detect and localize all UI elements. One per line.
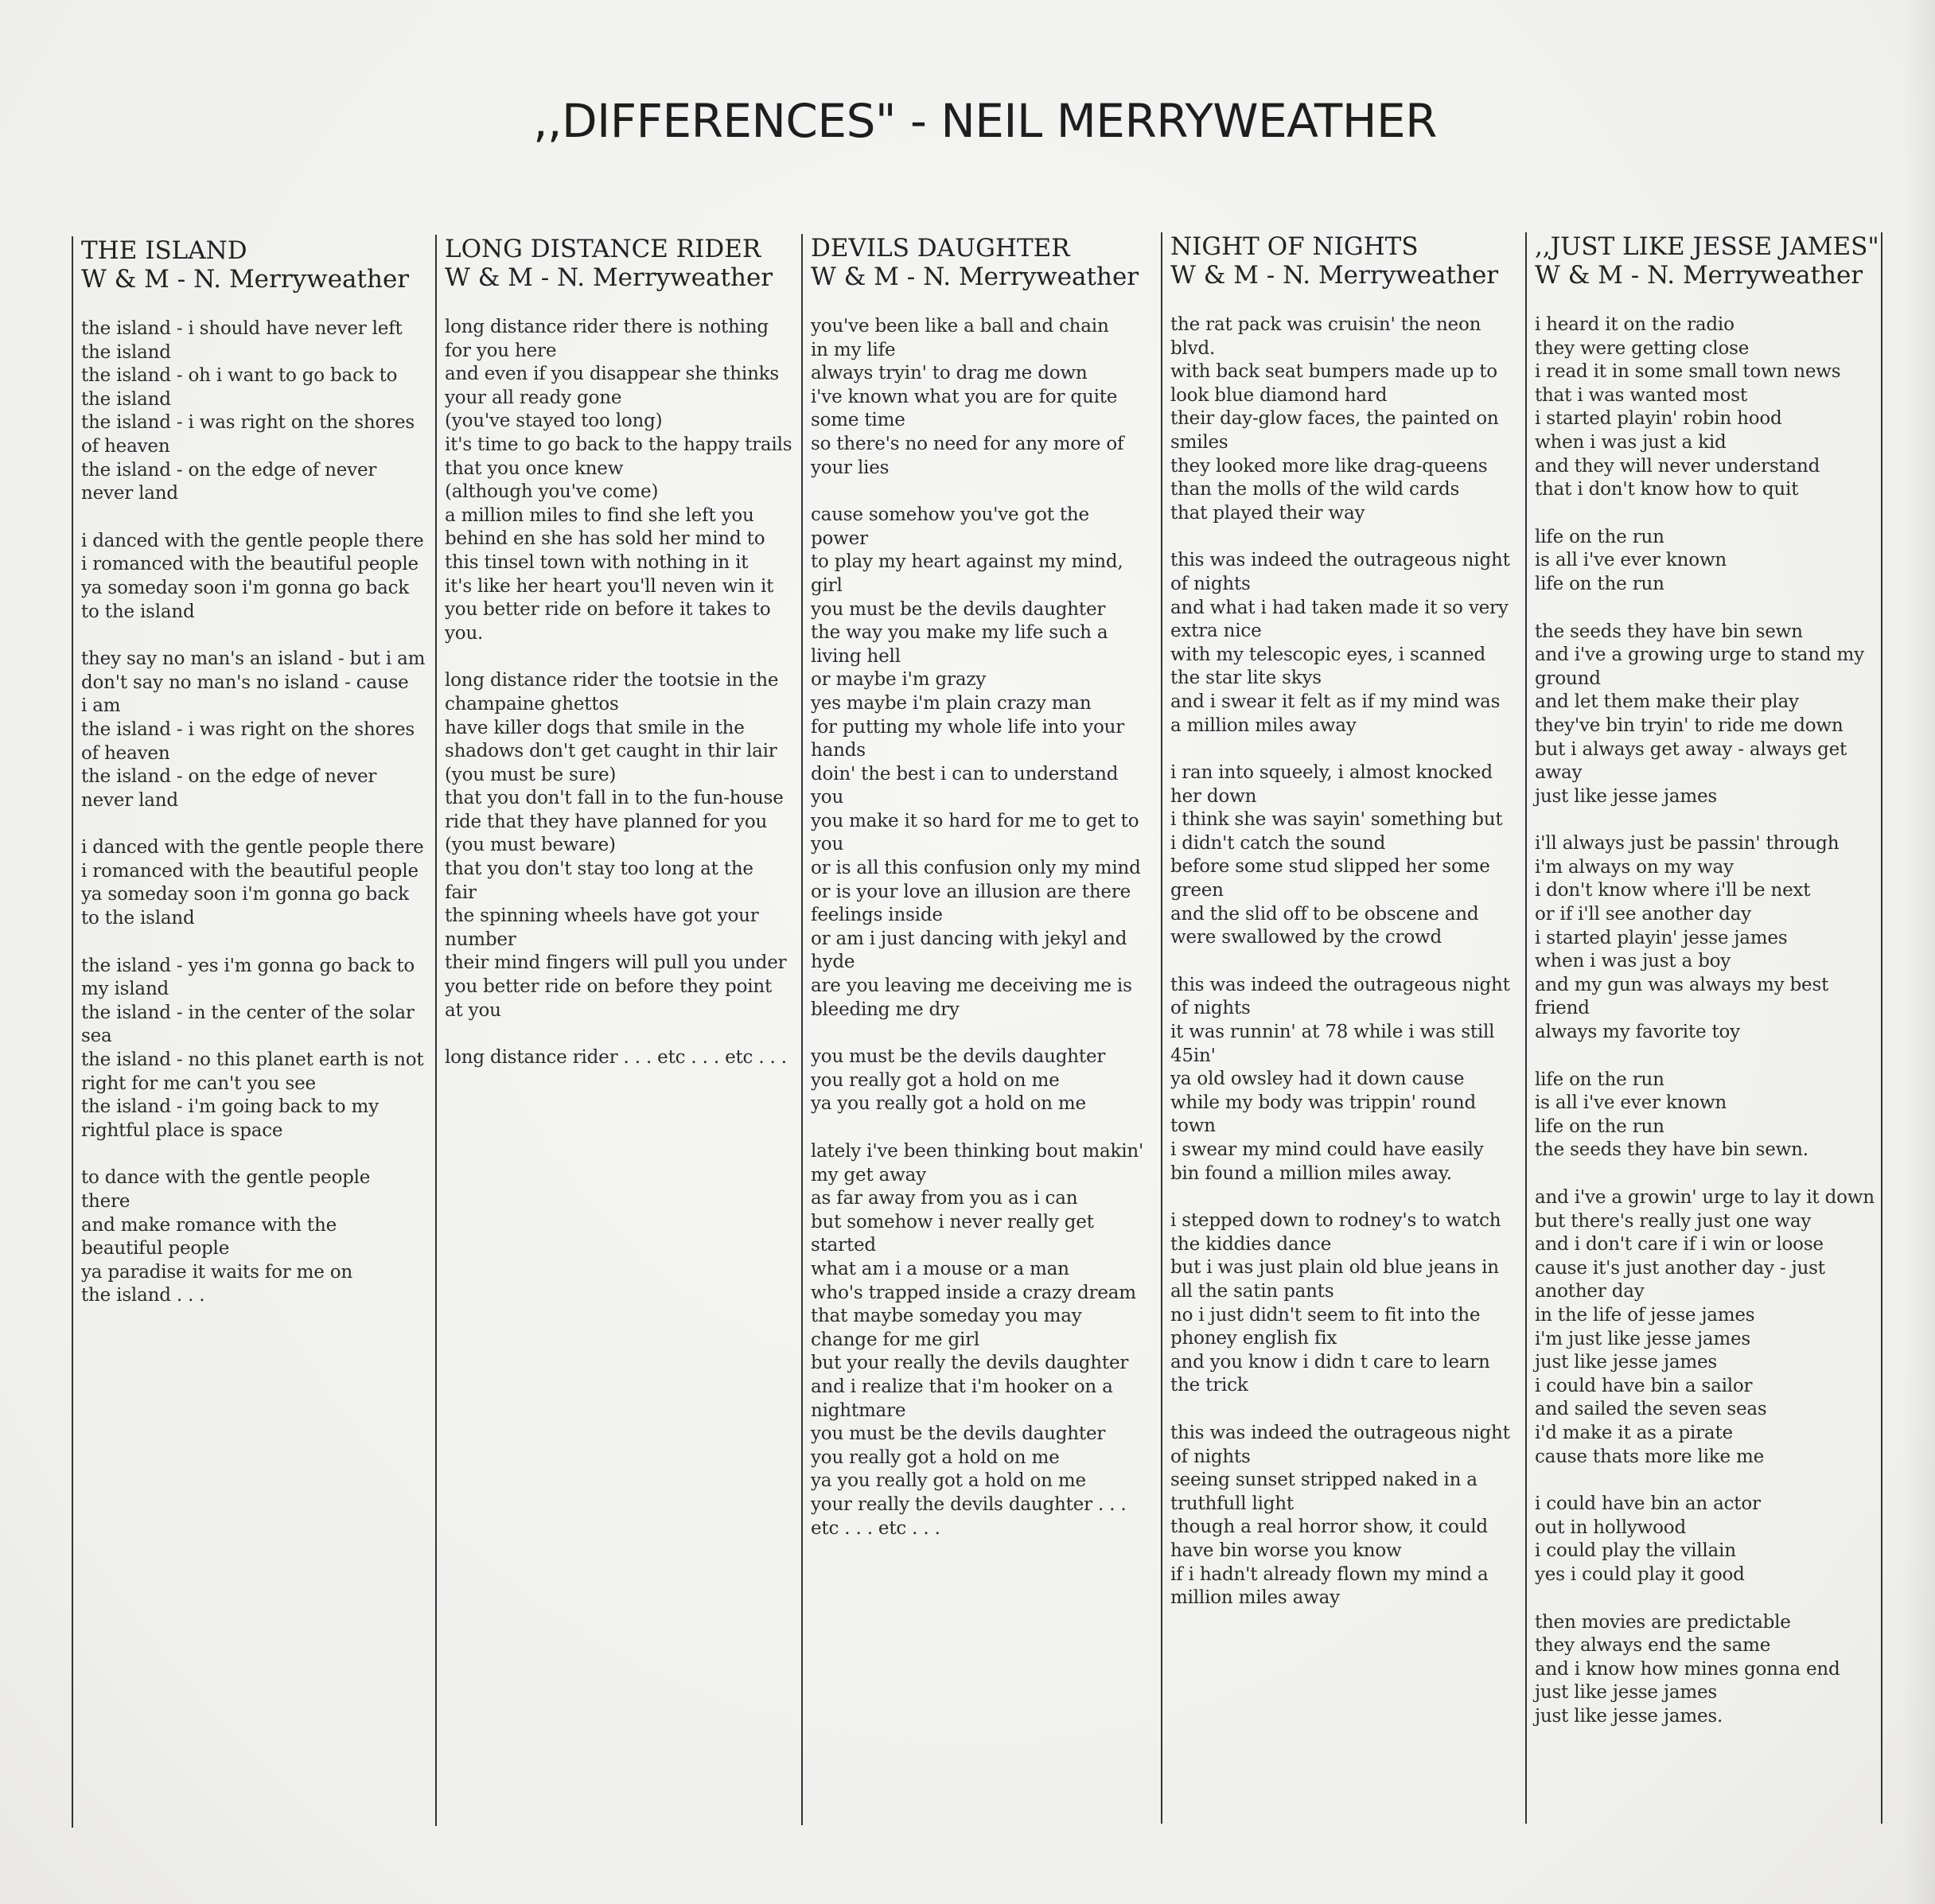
lyric-line: it's like her heart you'll neven win it: [445, 575, 774, 597]
lyric-line: in the life of jesse james: [1535, 1304, 1755, 1326]
lyric-stanza: [1535, 832, 1881, 1044]
lyric-line: or is all this confusion only my mind: [811, 858, 1141, 879]
lyric-line: the seeds they have bin sewn: [1535, 621, 1803, 642]
lyric-stanza: [81, 317, 438, 506]
lyric-line: the island - no this planet earth is not: [81, 1049, 424, 1071]
lyric-line: you must be the devils daughter: [811, 1423, 1106, 1445]
lyric-line: as far away from you as i can: [811, 1188, 1078, 1209]
lyric-line: this tinsel town with nothing in it: [445, 551, 749, 573]
lyric-line: to dance with the gentle people: [81, 1167, 371, 1189]
lyric-line: with back seat bumpers made up to: [1170, 361, 1497, 383]
lyric-line: (you must be sure): [445, 764, 617, 785]
lyric-stanza: [1535, 1186, 1881, 1469]
song-column-long-distance-rider: [435, 235, 797, 1826]
lyric-stanza: [811, 504, 1159, 1022]
lyric-line: my get away: [811, 1164, 926, 1186]
song-lyrics: [445, 316, 797, 1070]
song-title: ,,JUST LIKE JESSE JAMES": [1535, 232, 1879, 261]
lyric-line: you must be the devils daughter: [811, 1046, 1106, 1068]
lyric-line: that maybe someday you may: [811, 1306, 1082, 1327]
song-credit: W & M - N. Merryweather: [445, 263, 773, 292]
lyric-line: the seeds they have bin sewn.: [1535, 1139, 1808, 1161]
lyric-line: i read it in some small town news: [1535, 361, 1841, 383]
lyric-line: the island - on the edge of never: [81, 766, 377, 788]
lyric-line: hands: [811, 740, 866, 761]
lyric-line: you make it so hard for me to get to: [811, 810, 1139, 831]
lyric-line: then movies are predictable: [1535, 1611, 1791, 1633]
lyric-line: nightmare: [811, 1400, 906, 1421]
lyric-line: or am i just dancing with jekyl and: [811, 928, 1127, 949]
lyric-line: lately i've been thinking bout makin': [811, 1141, 1144, 1162]
lyric-line: i've known what you are for quite: [811, 386, 1118, 407]
lyric-line: rightful place is space: [81, 1119, 283, 1141]
lyric-line: that you don't fall in to the fun-house: [445, 788, 784, 809]
lyric-line: green: [1170, 880, 1224, 901]
lyric-line: power: [811, 528, 868, 549]
lyric-stanza: [81, 955, 438, 1143]
lyric-line: the island - i'm going back to my: [81, 1096, 379, 1118]
lyric-line: and i swear it felt as if my mind was: [1170, 691, 1501, 712]
lyric-line: phoney english fix: [1170, 1328, 1337, 1349]
lyric-stanza: [1535, 621, 1881, 809]
song-column-the-island: [72, 236, 438, 1828]
lyric-line: the kiddies dance: [1170, 1233, 1332, 1255]
lyric-line: the spinning wheels have got your: [445, 905, 759, 927]
lyric-line: and i've a growin' urge to lay it down: [1535, 1187, 1875, 1208]
lyric-line: than the molls of the wild cards: [1170, 479, 1460, 500]
lyric-line: the island - i was right on the shores: [81, 412, 415, 434]
lyric-line: friend: [1535, 998, 1590, 1019]
lyric-line: this was indeed the outrageous night: [1170, 1422, 1510, 1443]
song-title: LONG DISTANCE RIDER: [445, 235, 761, 263]
lyric-line: and let them make their play: [1535, 691, 1799, 713]
lyric-line: the island - i was right on the shores: [81, 718, 415, 740]
song-lyrics: [1170, 313, 1527, 1610]
song-column-just-like-jesse-james: [1525, 232, 1881, 1824]
lyric-stanza: [1170, 974, 1527, 1186]
lyric-line: right for me can't you see: [81, 1073, 316, 1094]
lyric-line: or maybe i'm grazy: [811, 669, 987, 691]
lyric-line: or is your love an illusion are there: [811, 881, 1131, 902]
lyric-line: i am: [81, 695, 121, 717]
lyric-line: your lies: [811, 457, 890, 478]
lyric-line: and what i had taken made it so very: [1170, 597, 1509, 618]
album-title: ,,DIFFERENCES" - NEIL MERRYWEATHER: [533, 94, 1437, 148]
lyric-line: but there's really just one way: [1535, 1210, 1812, 1232]
lyric-line: always my favorite toy: [1535, 1022, 1740, 1043]
lyric-line: seeing sunset stripped naked in a: [1170, 1470, 1478, 1491]
song-column-night-of-nights: [1161, 232, 1527, 1824]
lyric-line: to play my heart against my mind,: [811, 551, 1123, 573]
lyric-line: cause it's just another day - just: [1535, 1257, 1825, 1279]
lyric-line: for you here: [445, 340, 557, 361]
song-lyrics: [81, 317, 438, 1308]
lyric-line: to the island: [81, 908, 195, 929]
lyric-line: long distance rider there is nothing: [445, 317, 769, 337]
song-title: DEVILS DAUGHTER: [811, 234, 1070, 263]
lyric-line: i ran into squeely, i almost knocked: [1170, 762, 1493, 784]
lyric-line: they always end the same: [1535, 1635, 1771, 1657]
lyric-line: (although you've come): [445, 481, 659, 503]
lyric-line: or if i'll see another day: [1535, 904, 1751, 925]
lyric-line: but somehow i never really get: [811, 1211, 1094, 1232]
lyric-line: the island: [81, 341, 171, 363]
lyric-line: doin' the best i can to understand: [811, 763, 1119, 785]
lyric-line: if i hadn't already flown my mind a: [1170, 1563, 1489, 1585]
lyric-line: number: [445, 929, 516, 950]
lyric-line: while my body was trippin' round: [1170, 1092, 1476, 1113]
lyric-line: and they will never understand: [1535, 455, 1820, 477]
lyric-line: in my life: [811, 339, 896, 360]
lyric-line: the island: [81, 388, 171, 410]
lyric-line: i romanced with the beautiful people: [81, 554, 419, 575]
lyric-line: just like jesse james: [1535, 785, 1718, 807]
song-title: THE ISLAND: [81, 236, 247, 265]
lyric-line: and my gun was always my best: [1535, 974, 1829, 995]
lyric-line: just like jesse james.: [1535, 1705, 1723, 1727]
lyric-line: at you: [445, 999, 501, 1021]
lyric-line: out in hollywood: [1535, 1517, 1686, 1538]
lyric-line: your all ready gone: [445, 387, 622, 408]
lyric-stanza: [811, 1140, 1159, 1540]
lyric-line: that you don't stay too long at the: [445, 859, 753, 880]
lyric-stanza: [445, 316, 797, 645]
lyric-line: so there's no need for any more of: [811, 433, 1124, 454]
lyric-line: is all i've ever known: [1535, 1092, 1727, 1114]
lyric-line: you must be the devils daughter: [811, 598, 1106, 620]
lyric-line: they say no man's an island - but i am: [81, 648, 426, 670]
lyric-stanza: [445, 1046, 797, 1070]
lyric-line: beautiful people: [81, 1238, 230, 1260]
lyric-line: long distance rider . . . etc . . . etc . . .: [445, 1047, 787, 1069]
lyric-line: i don't know where i'll be next: [1535, 880, 1811, 901]
lyric-line: though a real horror show, it could: [1170, 1517, 1488, 1538]
lyric-line: feelings inside: [811, 905, 943, 926]
song-column-devils-daughter: [801, 234, 1159, 1825]
lyric-line: town: [1170, 1116, 1216, 1137]
lyric-line: that i was wanted most: [1535, 384, 1747, 406]
lyric-line: living hell: [811, 645, 901, 667]
lyric-line: what am i a mouse or a man: [811, 1258, 1069, 1279]
lyric-line: the island . . .: [81, 1285, 205, 1306]
lyric-line: etc . . . etc . . .: [811, 1517, 940, 1539]
lyric-line: ya old owsley had it down cause: [1170, 1069, 1465, 1090]
lyric-line: and i know how mines gonna end: [1535, 1658, 1840, 1680]
lyric-line: i danced with the gentle people there: [81, 837, 424, 859]
lyric-stanza: [1535, 1069, 1881, 1162]
lyric-line: i'll always just be passin' through: [1535, 833, 1840, 855]
song-credit: W & M - N. Merryweather: [811, 263, 1139, 291]
lyric-line: their day-glow faces, the painted on: [1170, 408, 1499, 430]
lyric-line: but your really the devils daughter: [811, 1353, 1129, 1374]
lyric-line: blvd.: [1170, 337, 1216, 359]
lyric-line: always tryin' to drag me down: [811, 363, 1088, 384]
lyric-line: life on the run: [1535, 1116, 1664, 1137]
lyric-line: don't say no man's no island - cause: [81, 672, 409, 693]
lyric-line: ya you really got a hold on me: [811, 1470, 1086, 1492]
lyric-line: they looked more like drag-queens: [1170, 455, 1488, 477]
lyric-line: i romanced with the beautiful people: [81, 860, 419, 882]
lyric-line: are you leaving me deceiving me is: [811, 975, 1132, 997]
lyric-line: ya paradise it waits for me on: [81, 1261, 353, 1283]
lyric-line: you really got a hold on me: [811, 1446, 1060, 1468]
lyric-line: i'm just like jesse james: [1535, 1328, 1751, 1349]
lyric-line: sea: [81, 1026, 112, 1047]
lyric-line: smiles: [1170, 431, 1228, 453]
lyric-line: when i was just a kid: [1535, 431, 1727, 453]
lyric-line: were swallowed by the crowd: [1170, 927, 1442, 948]
lyric-line: and the slid off to be obscene and: [1170, 903, 1479, 925]
paper-edge-shadow: [1903, 0, 1935, 1904]
lyric-line: life on the run: [1535, 573, 1664, 594]
lyric-line: and sailed the seven seas: [1535, 1399, 1767, 1420]
lyric-line: just like jesse james: [1535, 1352, 1718, 1373]
lyric-line: yes maybe i'm plain crazy man: [811, 692, 1092, 714]
lyric-line: the way you make my life such a: [811, 622, 1108, 644]
lyric-line: my island: [81, 979, 169, 1000]
lyric-line: that i don't know how to quit: [1535, 479, 1799, 500]
lyric-line: all the satin pants: [1170, 1280, 1334, 1302]
lyric-stanza: [1170, 1209, 1527, 1398]
lyric-line: hyde: [811, 952, 855, 973]
lyric-line: i danced with the gentle people there: [81, 530, 424, 551]
lyric-stanza: [811, 1045, 1159, 1116]
lyric-line: never land: [81, 483, 178, 504]
lyric-line: and you know i didn t care to learn: [1170, 1351, 1490, 1373]
lyric-line: life on the run: [1535, 526, 1664, 547]
lyric-line: extra nice: [1170, 621, 1262, 642]
lyric-line: you.: [445, 622, 484, 644]
song-lyrics: [1535, 313, 1881, 1728]
lyric-line: and i've a growing urge to stand my: [1535, 644, 1864, 666]
lyric-line: you: [811, 834, 844, 855]
lyric-line: million miles away: [1170, 1587, 1340, 1609]
lyric-line: ride that they have planned for you: [445, 811, 768, 832]
lyric-line: change for me girl: [811, 1329, 980, 1350]
song-credit: W & M - N. Merryweather: [81, 265, 410, 294]
lyric-line: i could play the villain: [1535, 1540, 1736, 1562]
lyric-line: ground: [1535, 668, 1601, 689]
lyric-line: you better ride on before they point: [445, 976, 773, 998]
lyric-line: when i was just a boy: [1535, 951, 1731, 972]
song-lyrics: [811, 315, 1159, 1540]
lyric-stanza: [1535, 313, 1881, 502]
lyric-line: and make romance with the: [81, 1214, 337, 1236]
lyric-line: look blue diamond hard: [1170, 384, 1388, 406]
lyric-line: bleeding me dry: [811, 999, 960, 1020]
lyric-line: is all i've ever known: [1535, 550, 1727, 571]
lyric-line: some time: [811, 410, 905, 431]
lyric-line: with my telescopic eyes, i scanned: [1170, 644, 1486, 665]
lyric-line: i stepped down to rodney's to watch: [1170, 1210, 1501, 1232]
lyric-line: life on the run: [1535, 1069, 1664, 1090]
lyric-line: the island - oh i want to go back to: [81, 365, 398, 387]
lyric-line: the island - on the edge of never: [81, 459, 377, 481]
lyric-line: you: [811, 787, 844, 808]
lyric-line: and even if you disappear she thinks: [445, 364, 780, 385]
lyric-line: the island - i should have never left: [81, 318, 403, 339]
lyric-stanza: [1535, 1493, 1881, 1587]
lyric-stanza: [81, 530, 438, 624]
lyric-line: but i was just plain old blue jeans in: [1170, 1257, 1499, 1279]
lyric-line: cause somehow you've got the: [811, 504, 1089, 526]
lyric-line: (you've stayed too long): [445, 411, 663, 432]
lyric-line: (you must beware): [445, 835, 616, 856]
song-credit: W & M - N. Merryweather: [1170, 261, 1499, 290]
lyric-line: the rat pack was cruisin' the neon: [1170, 314, 1481, 335]
lyric-line: their mind fingers will pull you under: [445, 952, 787, 974]
lyric-line: a million miles away: [1170, 714, 1357, 736]
lyric-line: the island - yes i'm gonna go back to: [81, 955, 415, 976]
lyric-line: i started playin' robin hood: [1535, 408, 1782, 430]
lyric-line: ya someday soon i'm gonna go back: [81, 577, 410, 598]
lyric-line: of heaven: [81, 435, 170, 457]
lyric-line: cause thats more like me: [1535, 1446, 1765, 1467]
lyric-line: behind en she has sold her mind to: [445, 528, 765, 550]
lyric-line: this was indeed the outrageous night: [1170, 974, 1510, 995]
lyric-line: bin found a million miles away.: [1170, 1162, 1452, 1184]
lyric-line: the trick: [1170, 1375, 1248, 1396]
lyric-stanza: [1535, 526, 1881, 597]
lyric-line: a million miles to find she left you: [445, 504, 754, 526]
lyric-line: it's time to go back to the happy trails: [445, 434, 792, 455]
lyric-line: have killer dogs that smile in the: [445, 717, 745, 738]
lyric-line: shadows don't get caught in thir lair: [445, 741, 777, 762]
lyric-line: i swear my mind could have easily: [1170, 1139, 1484, 1160]
column-divider-right: [1881, 232, 1882, 1824]
lyric-line: i'm always on my way: [1535, 856, 1734, 878]
lyric-line: i started playin' jesse james: [1535, 927, 1788, 948]
lyric-stanza: [1170, 549, 1527, 738]
lyric-line: i could have bin an actor: [1535, 1493, 1761, 1515]
lyric-line: of nights: [1170, 573, 1251, 594]
lyric-line: girl: [811, 574, 843, 596]
lyric-line: i'd make it as a pirate: [1535, 1422, 1733, 1443]
lyric-line: long distance rider the tootsie in the: [445, 670, 779, 691]
lyric-line: her down: [1170, 785, 1257, 807]
lyric-line: just like jesse james: [1535, 1682, 1718, 1703]
lyric-line: and i realize that i'm hooker on a: [811, 1376, 1113, 1397]
lyric-line: they were getting close: [1535, 337, 1750, 359]
lyric-line: champaine ghettos: [445, 693, 619, 714]
lyric-line: that you once knew: [445, 458, 624, 479]
lyric-line: the star lite skys: [1170, 668, 1322, 689]
lyric-stanza: [1170, 313, 1527, 525]
lyric-line: your really the devils daughter . . .: [811, 1493, 1127, 1515]
lyric-line: fair: [445, 882, 477, 903]
lyric-line: who's trapped inside a crazy dream: [811, 1282, 1136, 1303]
lyric-line: 45in': [1170, 1045, 1216, 1066]
lyric-line: for putting my whole life into your: [811, 716, 1124, 738]
lyric-stanza: [445, 669, 797, 1022]
lyric-line: of nights: [1170, 1446, 1251, 1467]
lyric-line: but i always get away - always get: [1535, 738, 1847, 760]
lyric-stanza: [1170, 1422, 1527, 1610]
lyric-stanza: [1535, 1611, 1881, 1729]
lyric-line: yes i could play it good: [1535, 1563, 1745, 1585]
song-title: NIGHT OF NIGHTS: [1170, 232, 1419, 261]
lyric-line: another day: [1535, 1281, 1645, 1302]
lyric-line: never land: [81, 789, 178, 811]
lyric-line: it was runnin' at 78 while i was still: [1170, 1022, 1495, 1043]
lyric-line: truthfull light: [1170, 1493, 1294, 1514]
lyric-line: you better ride on before it takes to: [445, 599, 771, 621]
song-credit: W & M - N. Merryweather: [1535, 261, 1863, 290]
lyric-line: have bin worse you know: [1170, 1540, 1402, 1561]
lyric-line: you really got a hold on me: [811, 1069, 1060, 1091]
lyric-stanza: [1170, 761, 1527, 950]
lyric-line: started: [811, 1235, 876, 1256]
lyric-line: of nights: [1170, 998, 1251, 1019]
lyric-stanza: [81, 648, 438, 812]
lyric-line: you've been like a ball and chain: [811, 316, 1109, 337]
lyric-stanza: [811, 315, 1159, 480]
lyric-line: that played their way: [1170, 502, 1365, 524]
lyric-line: i think she was sayin' something but: [1170, 809, 1503, 831]
lyric-line: no i just didn't seem to fit into the: [1170, 1304, 1481, 1326]
lyric-line: of heaven: [81, 742, 170, 764]
lyric-line: ya you really got a hold on me: [811, 1093, 1086, 1115]
lyric-line: before some stud slipped her some: [1170, 856, 1490, 878]
lyric-line: i could have bin a sailor: [1535, 1375, 1753, 1396]
lyric-stanza: [81, 1166, 438, 1308]
lyric-line: the island - in the center of the solar: [81, 1002, 415, 1023]
lyric-line: this was indeed the outrageous night: [1170, 550, 1510, 571]
lyric-line: to the island: [81, 601, 195, 622]
lyric-line: and i don't care if i win or loose: [1535, 1234, 1824, 1256]
lyric-line: there: [81, 1191, 130, 1212]
lyric-line: away: [1535, 762, 1583, 784]
lyric-line: ya someday soon i'm gonna go back: [81, 884, 410, 905]
lyric-stanza: [81, 836, 438, 930]
lyric-line: i didn't catch the sound: [1170, 832, 1386, 854]
lyric-line: they've bin tryin' to ride me down: [1535, 714, 1844, 736]
lyric-line: i heard it on the radio: [1535, 314, 1734, 335]
